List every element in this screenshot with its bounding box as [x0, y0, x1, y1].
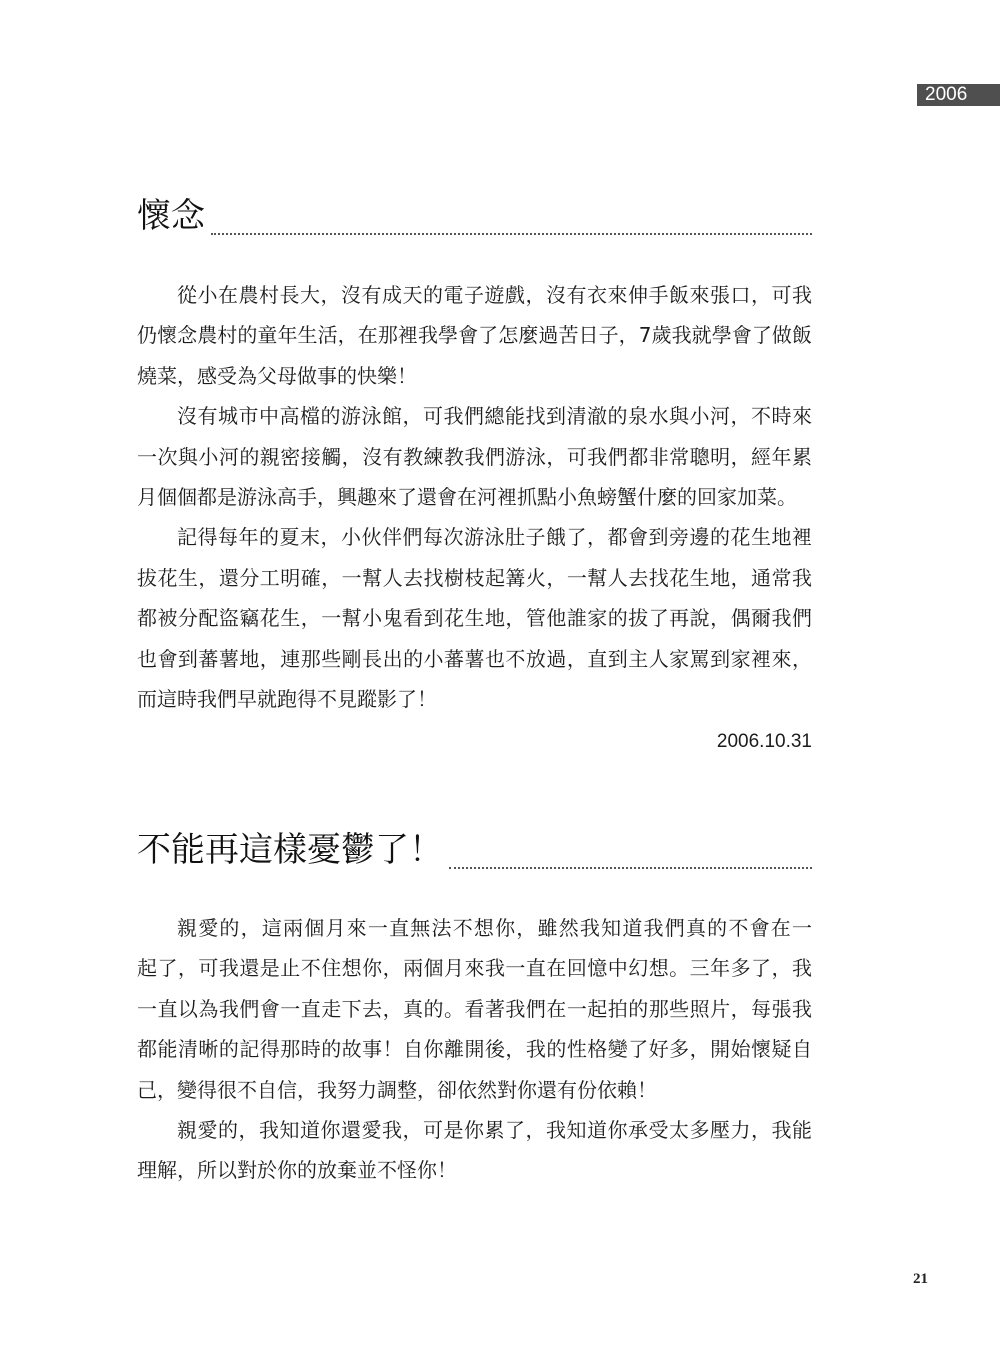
body-text-line: 親愛的，這兩個月來一直無法不想你，雖然我知道我們真的不會在一 [177, 916, 812, 940]
body-text-line: 仍懷念農村的童年生活，在那裡我學會了怎麼過苦日子，7歲我就學會了做飯 [137, 323, 812, 348]
body-text-line: 一直以為我們會一直走下去，真的。看著我們在一起拍的那些照片，每張我 [137, 996, 812, 1021]
section-title-text: 懷念 [137, 196, 205, 236]
dotted-rule [449, 867, 812, 869]
body-text-line: 都能清晰的記得那時的故事！自你離開後，我的性格變了好多，開始懷疑自 [137, 1037, 812, 1062]
body-text-line: 拔花生，還分工明確，一幫人去找樹枝起篝火，一幫人去找花生地，通常我 [137, 565, 812, 590]
year-tab: 2006 [917, 84, 1000, 106]
section-title-2 [137, 829, 812, 871]
body-text-line: 親愛的，我知道你還愛我，可是你累了，我知道你承受太多壓力，我能 [177, 1117, 812, 1142]
body-text-line: 月個個都是游泳高手，興趣來了還會在河裡抓點小魚螃蟹什麼的回家加菜。 [137, 484, 797, 509]
body-text-line: 沒有城市中高檔的游泳館，可我們總能找到清澈的泉水與小河，不時來 [177, 404, 812, 429]
section-2-body [137, 908, 812, 1191]
paragraph [137, 908, 812, 1110]
paragraph [137, 1110, 812, 1191]
body-text-line: 燒菜，感受為父母做事的快樂！ [137, 363, 417, 388]
body-text-line: 己，變得很不自信，我努力調整，卻依然對你還有份依賴！ [137, 1077, 657, 1102]
body-text-line: 而這時我們早就跑得不見蹤影了！ [137, 686, 437, 711]
dotted-rule [211, 233, 812, 235]
paragraph [137, 275, 812, 396]
paragraph [137, 517, 812, 719]
entry-date: 2006.10.31 [716, 731, 812, 752]
body-text-line: 起了，可我還是止不住想你，兩個月來我一直在回憶中幻想。三年多了，我 [137, 956, 812, 981]
section-1-body [137, 275, 812, 719]
paragraph [137, 396, 812, 517]
body-text-line: 從小在農村長大，沒有成天的電子遊戲，沒有衣來伸手飯來張口，可我 [177, 283, 812, 307]
section-title-1 [137, 195, 812, 237]
body-text-line: 記得每年的夏末，小伙伴們每次游泳肚子餓了，都會到旁邊的花生地裡 [177, 525, 812, 550]
page-number: 21 [913, 1271, 928, 1287]
body-text-line: 一次與小河的親密接觸，沒有教練教我們游泳，可我們都非常聰明，經年累 [137, 444, 812, 469]
section-title-text: 不能再這樣憂鬱了！ [137, 830, 443, 870]
body-text-line: 也會到蕃薯地，連那些剛長出的小蕃薯也不放過，直到主人家罵到家裡來， [137, 646, 812, 671]
body-text-line: 都被分配盜竊花生，一幫小鬼看到花生地，管他誰家的拔了再說，偶爾我們 [137, 606, 812, 631]
body-text-line: 理解，所以對於你的放棄並不怪你！ [137, 1158, 457, 1183]
